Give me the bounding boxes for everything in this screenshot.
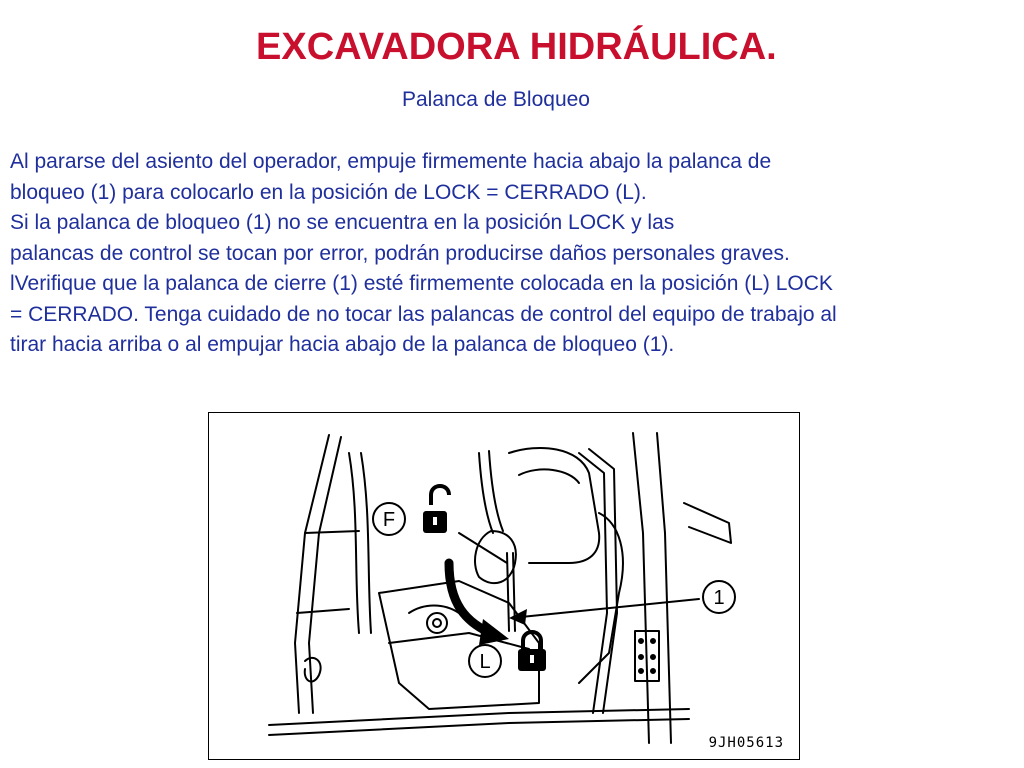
lock-lever-illustration: [208, 412, 800, 760]
figure-code: 9JH05613: [708, 735, 784, 751]
paragraph-line: Si la palanca de bloqueo (1) no se encuentra en la posición LOCK y las: [10, 211, 675, 234]
slide-title: EXCAVADORA HIDRÁULICA.: [256, 26, 777, 68]
paragraph-line: palancas de control se tocan por error, podrán producirse daños personales graves.: [10, 241, 790, 265]
instruction-paragraph: [10, 147, 1022, 361]
illustration-drawing: [209, 413, 799, 759]
unlocked-padlock-icon: [423, 486, 449, 533]
label-lock-position: L: [479, 651, 491, 673]
paragraph-line: lVerifique que la palanca de cierre (1) esté firmemente colocada en la posición (L) LOCK: [10, 272, 833, 295]
paragraph-line: bloqueo (1) para colocarlo en la posición de LOCK = CERRADO (L).: [10, 180, 647, 204]
paragraph-line: tirar hacia arriba o al empujar hacia abajo de la palanca de bloqueo (1).: [10, 333, 675, 356]
label-callout-1: 1: [713, 587, 725, 609]
slide-subtitle: Palanca de Bloqueo: [402, 88, 590, 111]
locked-padlock-icon: [518, 632, 546, 671]
label-free-position: F: [382, 509, 396, 531]
paragraph-line: Al pararse del asiento del operador, empuje firmemente hacia abajo la palanca de: [10, 150, 772, 173]
paragraph-line: = CERRADO. Tenga cuidado de no tocar las palancas de control del equipo de trabajo al: [10, 302, 837, 326]
